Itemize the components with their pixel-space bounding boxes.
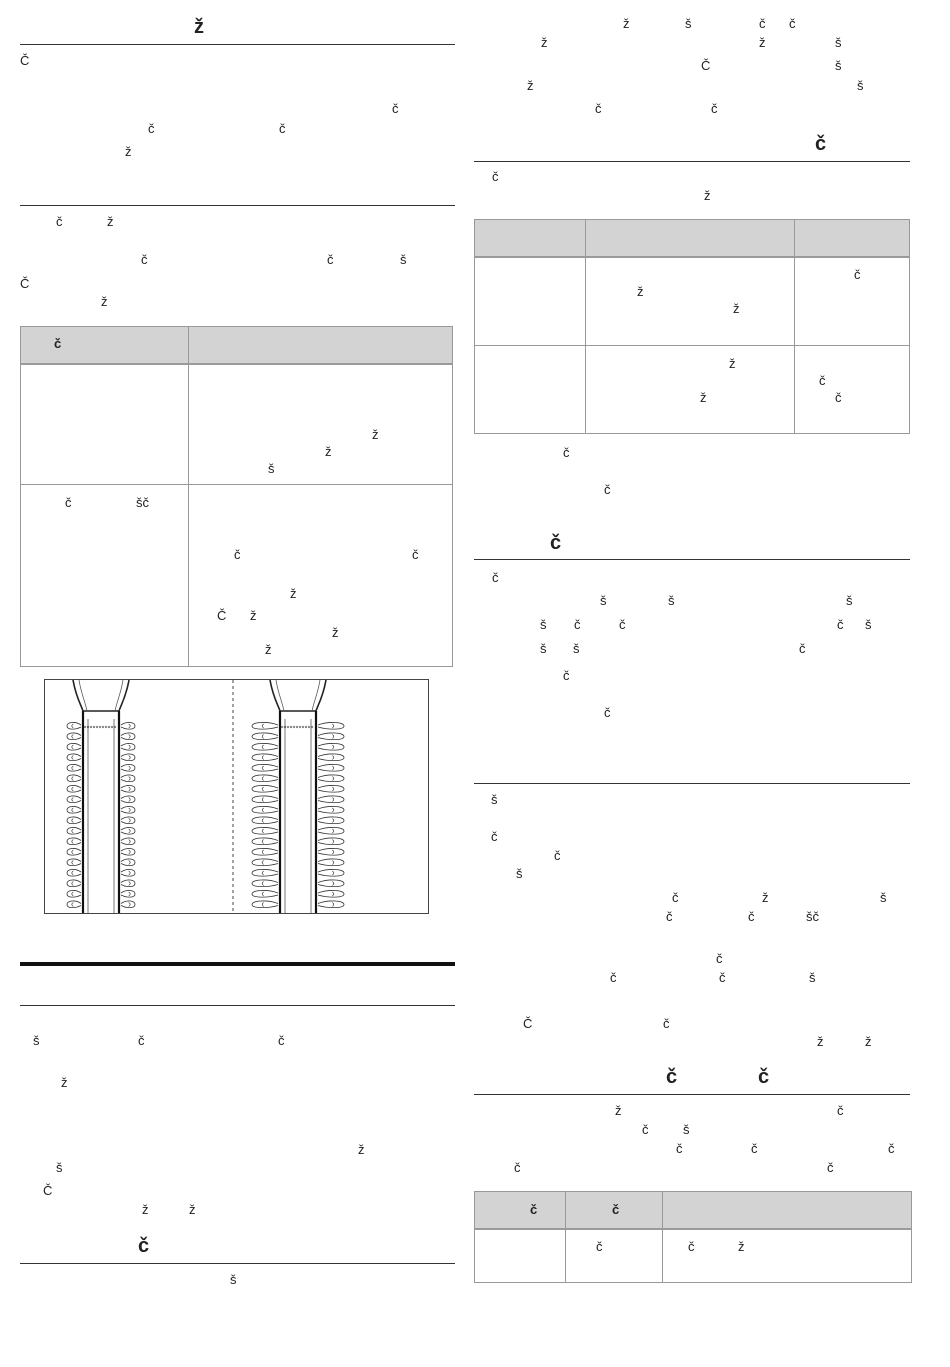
text-glyph: ž — [762, 890, 769, 905]
text-glyph: č — [492, 169, 499, 184]
section-heading: č — [550, 532, 562, 554]
text-glyph: č — [514, 1160, 521, 1175]
text-glyph: ž — [615, 1103, 622, 1118]
table-divider — [188, 327, 189, 666]
text-glyph: č — [604, 705, 611, 720]
text-glyph: ž — [101, 294, 108, 309]
text-glyph: č — [663, 1016, 670, 1031]
text-glyph: č — [748, 909, 755, 924]
table-cell-text: č — [412, 547, 419, 562]
text-glyph: š — [685, 16, 692, 31]
seam-illustration — [44, 679, 430, 915]
text-glyph: ž — [125, 144, 132, 159]
table — [20, 326, 453, 667]
table-cell-text: ž — [325, 444, 332, 459]
table-divider — [585, 220, 586, 433]
table-cell-text: ž — [738, 1239, 745, 1254]
text-glyph: č — [759, 16, 766, 31]
text-glyph: š — [491, 792, 498, 807]
text-glyph: č — [563, 445, 570, 460]
table-header — [475, 220, 909, 258]
table-cell-text: ž — [637, 284, 644, 299]
table-cell-text: ž — [729, 356, 736, 371]
text-glyph: č — [610, 970, 617, 985]
text-glyph: š — [230, 1272, 237, 1287]
text-glyph: š — [880, 890, 887, 905]
table-cell-text: č — [596, 1239, 603, 1254]
table-cell-text: č — [688, 1239, 695, 1254]
table-header — [475, 1192, 911, 1230]
text-glyph: š — [668, 593, 675, 608]
section-rule — [20, 1263, 455, 1264]
table-divider — [475, 345, 909, 346]
text-glyph: š — [835, 58, 842, 73]
text-glyph: š — [573, 641, 580, 656]
section-rule — [20, 1005, 455, 1006]
text-glyph: š — [33, 1033, 40, 1048]
text-glyph: ž — [527, 78, 534, 93]
section-rule — [474, 161, 910, 162]
text-glyph: č — [888, 1141, 895, 1156]
table-cell-text: ž — [372, 427, 379, 442]
text-glyph: Č — [20, 53, 30, 68]
table-cell-text: ž — [700, 390, 707, 405]
table-divider — [21, 484, 452, 485]
text-glyph: č — [327, 252, 334, 267]
text-glyph: š — [865, 617, 872, 632]
text-glyph: ž — [759, 35, 766, 50]
text-glyph: č — [279, 121, 286, 136]
text-glyph: č — [138, 1033, 145, 1048]
table-cell-text: š — [268, 461, 275, 476]
table-divider — [565, 1192, 566, 1282]
table-cell-text: č — [854, 267, 861, 282]
text-glyph: č — [672, 890, 679, 905]
table-cell-text: č — [234, 547, 241, 562]
text-glyph: č — [711, 101, 718, 116]
text-glyph: č — [789, 16, 796, 31]
text-glyph: Č — [701, 58, 711, 73]
text-glyph: č — [751, 1141, 758, 1156]
text-glyph: ž — [358, 1142, 365, 1157]
text-glyph: č — [619, 617, 626, 632]
section-divider — [20, 962, 455, 966]
text-glyph: č — [574, 617, 581, 632]
text-glyph: ž — [189, 1202, 196, 1217]
table-cell-text: Č — [217, 608, 227, 623]
text-glyph: č — [491, 829, 498, 844]
text-glyph: č — [148, 121, 155, 136]
section-heading: č — [138, 1235, 150, 1257]
table-cell-text: č — [835, 390, 842, 405]
text-glyph: č — [676, 1141, 683, 1156]
table-cell-text: ž — [332, 625, 339, 640]
section-heading: č — [815, 133, 827, 155]
table-header-cell: č — [612, 1202, 620, 1217]
text-glyph: š — [56, 1160, 63, 1175]
text-glyph: š — [540, 641, 547, 656]
table-cell-text: ž — [733, 301, 740, 316]
table-header — [21, 327, 452, 365]
text-glyph: č — [716, 951, 723, 966]
table-cell-text: ž — [265, 642, 272, 657]
text-glyph: ž — [107, 214, 114, 229]
text-glyph: š — [846, 593, 853, 608]
text-glyph: č — [799, 641, 806, 656]
text-glyph: č — [278, 1033, 285, 1048]
text-glyph: č — [837, 617, 844, 632]
table-cell-text: šč — [136, 495, 149, 510]
text-glyph: ž — [541, 35, 548, 50]
text-glyph: ž — [865, 1034, 872, 1049]
table-divider — [794, 220, 795, 433]
text-glyph: ž — [623, 16, 630, 31]
text-glyph: š — [600, 593, 607, 608]
text-glyph: ž — [817, 1034, 824, 1049]
section-rule — [474, 1094, 910, 1095]
text-glyph: Č — [523, 1016, 533, 1031]
table-header-cell: č — [530, 1202, 538, 1217]
text-glyph: š — [400, 252, 407, 267]
text-glyph: č — [56, 214, 63, 229]
section-rule — [20, 205, 455, 206]
text-glyph: č — [666, 909, 673, 924]
text-glyph: Č — [20, 276, 30, 291]
table-cell-text: č — [65, 495, 72, 510]
section-heading: č — [758, 1066, 770, 1088]
text-glyph: č — [642, 1122, 649, 1137]
section-rule — [20, 44, 455, 45]
text-glyph: č — [392, 101, 399, 116]
text-glyph: š — [516, 866, 523, 881]
text-glyph: č — [837, 1103, 844, 1118]
text-glyph: č — [719, 970, 726, 985]
text-glyph: š — [540, 617, 547, 632]
text-glyph: č — [563, 668, 570, 683]
text-glyph: č — [604, 482, 611, 497]
text-glyph: č — [141, 252, 148, 267]
table-cell-text: ž — [290, 586, 297, 601]
table-cell-text: č — [819, 373, 826, 388]
text-glyph: č — [595, 101, 602, 116]
text-glyph: ž — [142, 1202, 149, 1217]
text-glyph: š — [809, 970, 816, 985]
text-glyph: č — [492, 570, 499, 585]
text-glyph: č — [554, 848, 561, 863]
section-heading: ž — [194, 16, 204, 38]
text-glyph: š — [857, 78, 864, 93]
section-rule — [474, 783, 910, 784]
text-glyph: š — [683, 1122, 690, 1137]
text-glyph: ž — [61, 1075, 68, 1090]
text-glyph: č — [827, 1160, 834, 1175]
table-header-cell: č — [54, 336, 62, 351]
table-divider — [662, 1192, 663, 1282]
text-glyph: š — [835, 35, 842, 50]
section-rule — [474, 559, 910, 560]
table-cell-text: ž — [250, 608, 257, 623]
text-glyph: Č — [43, 1183, 53, 1198]
text-glyph: ž — [704, 188, 711, 203]
section-heading: č — [666, 1066, 678, 1088]
text-glyph: šč — [806, 909, 819, 924]
